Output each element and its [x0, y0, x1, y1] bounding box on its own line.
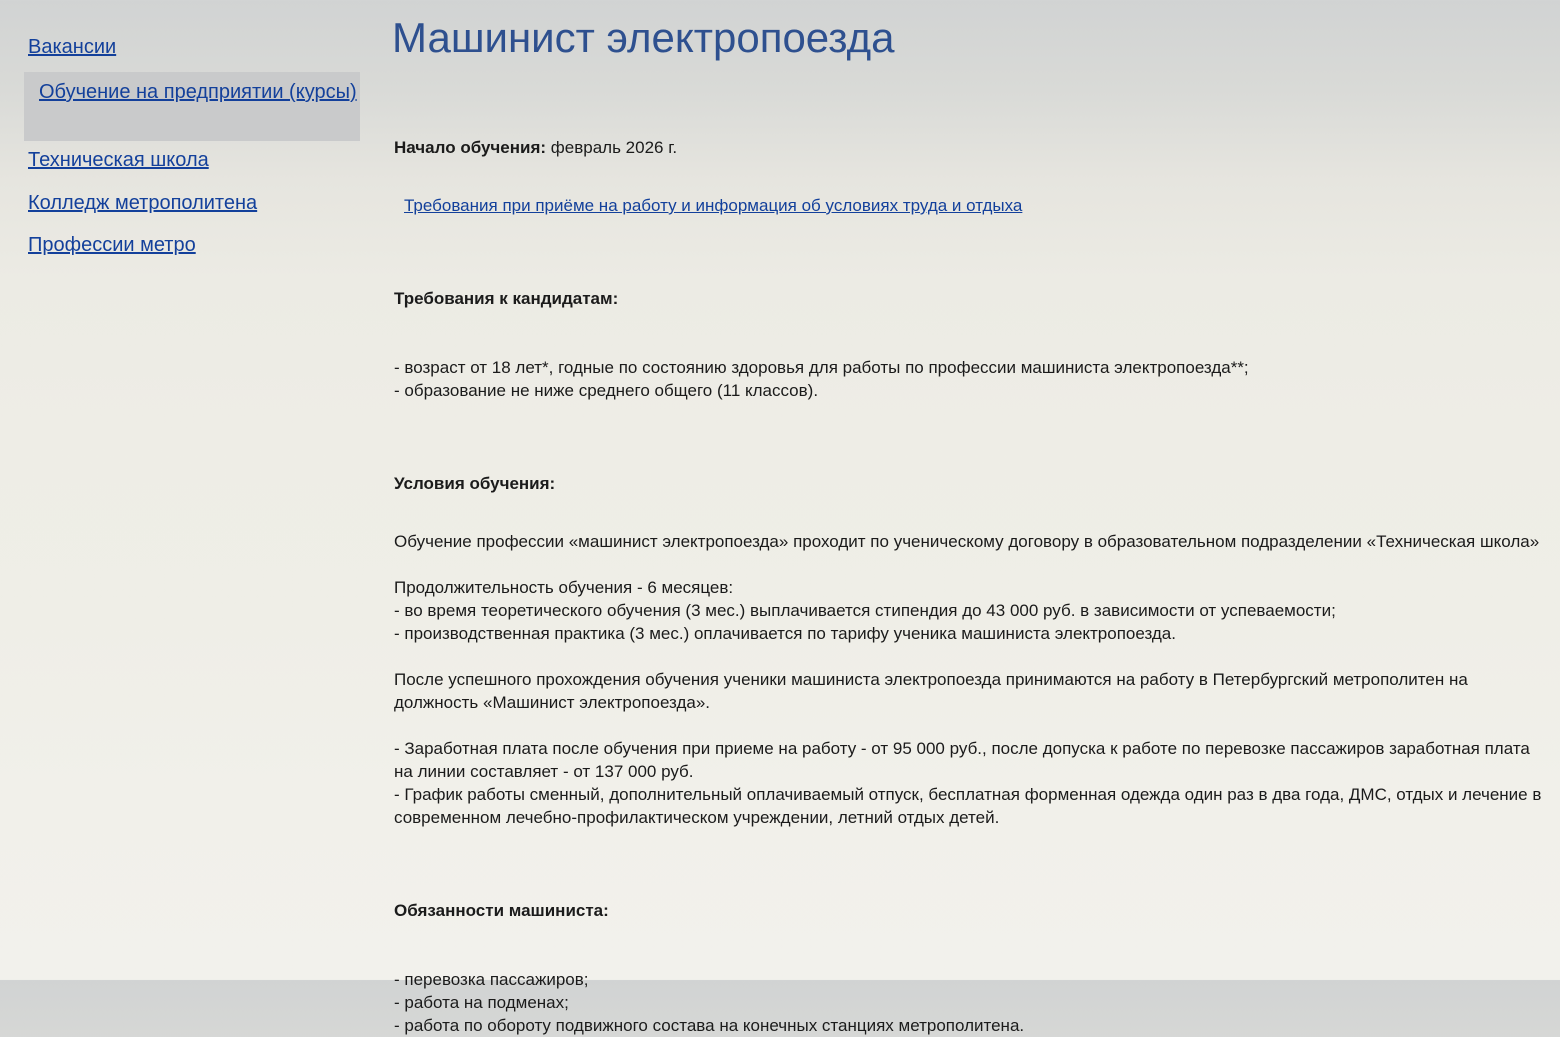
salary-line: - Заработная плата после обучения при приеме на работу - от 95 000 руб., после допуска к работе по перевозке пассажиров заработная плата на линии составляет - от 137 000 руб.	[394, 739, 1530, 781]
start-of-training-label: Начало обучения:	[394, 138, 547, 157]
candidate-requirement-item: - образование не ниже среднего общего (11 классов).	[394, 381, 819, 400]
sidebar-item-professions-link[interactable]: Профессии метро	[28, 234, 196, 256]
page-title: Машинист электропоезда	[392, 14, 895, 61]
requirements-link-row	[394, 194, 1544, 217]
spacer	[394, 159, 1544, 194]
sidebar-item-college[interactable]	[0, 188, 380, 218]
spacer	[394, 553, 1544, 576]
spacer	[394, 310, 1544, 356]
driver-duty-item: - работа на подменах;	[394, 993, 569, 1012]
candidate-requirement-item: - возраст от 18 лет*, годные по состоянию здоровья для работы по профессии машиниста электропоезда**;	[394, 358, 1249, 377]
spacer	[394, 217, 1544, 287]
sidebar-item-technical-school[interactable]	[0, 145, 380, 175]
candidates-requirements-heading: Требования к кандидатам:	[394, 289, 619, 308]
requirements-info-link[interactable]: Требования при приёме на работу и информация об условиях труда и отдыха	[404, 196, 1023, 215]
main-content	[392, 0, 1552, 1035]
sidebar-item-college-link[interactable]: Колледж метрополитена	[28, 192, 258, 214]
sidebar-item-professions[interactable]	[0, 230, 380, 260]
spacer	[394, 402, 1544, 472]
article-body	[394, 136, 1544, 1037]
work-schedule-benefits-line: - График работы сменный, дополнительный оплачиваемый отпуск, бесплатная форменная одежда один раз в два года, ДМС, отдых и лечение в современном лечебно-профилактическом учреждении, летний отдых детей.	[394, 785, 1542, 827]
driver-duty-item: - работа по обороту подвижного состава на конечных станциях метрополитена.	[394, 1016, 1025, 1035]
spacer	[394, 645, 1544, 668]
spacer	[394, 495, 1544, 530]
sidebar-navigation	[0, 0, 380, 980]
spacer	[394, 714, 1544, 737]
spacer	[394, 922, 1544, 968]
training-conditions-heading: Условия обучения:	[394, 474, 556, 493]
training-practice-line: - производственная практика (3 мес.) оплачивается по тарифу ученика машиниста электропоезда.	[394, 624, 1176, 643]
sidebar-item-vacancies-link[interactable]: Вакансии	[28, 36, 117, 58]
training-conditions-paragraph: Обучение профессии «машинист электропоезда» проходит по ученическому договору в образовательном подразделении «Техническая школа»	[394, 532, 1540, 551]
sidebar-item-vacancies[interactable]	[0, 32, 380, 62]
sidebar-item-technical-school-link[interactable]: Техническая школа	[28, 149, 209, 171]
start-of-training-row	[394, 136, 1544, 159]
training-stipend-line: - во время теоретического обучения (3 мес.) выплачивается стипендия до 43 000 руб. в зависимости от успеваемости;	[394, 601, 1336, 620]
start-of-training-value: февраль 2026 г.	[550, 138, 678, 157]
spacer	[394, 829, 1544, 899]
driver-duty-item: - перевозка пассажиров;	[394, 970, 589, 989]
employment-after-training-paragraph: После успешного прохождения обучения ученики машиниста электропоезда принимаются на работу в Петербургский метрополитен на должность «Машинист электропоезда».	[394, 670, 1468, 712]
driver-duties-heading: Обязанности машиниста:	[394, 901, 609, 920]
sidebar-item-training[interactable]	[24, 72, 360, 141]
sidebar-item-training-link[interactable]: Обучение на предприятии (курсы)	[39, 81, 357, 103]
training-duration-line: Продолжительность обучения - 6 месяцев:	[394, 578, 734, 597]
